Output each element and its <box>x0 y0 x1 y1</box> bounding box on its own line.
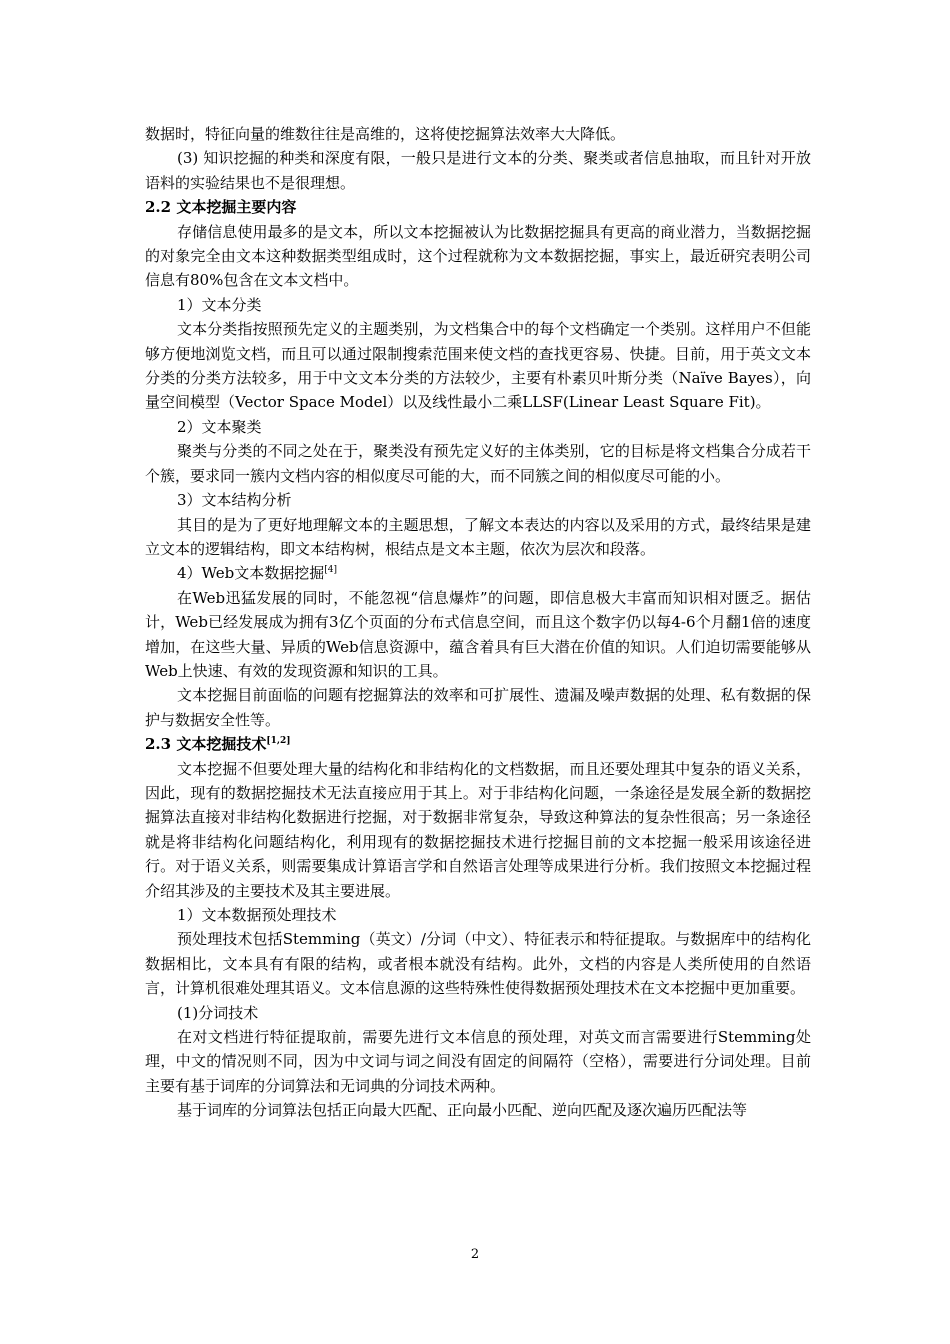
paragraph-text: 文本挖掘目前面临的问题有挖掘算法的效率和可扩展性、遗漏及噪声数据的处理、私有数据的保护与数据安全性等。 <box>145 686 811 729</box>
paragraph <box>145 293 811 317</box>
paragraph-text: 数据时，特征向量的维数往往是高维的，这将使挖掘算法效率大大降低。 <box>145 125 626 143</box>
section-heading <box>145 195 811 219</box>
paragraph <box>145 146 811 195</box>
paragraph-text: 预处理技术包括Stemming（英文）/分词（中文）、特征表示和特征提取。与数据库中的结构化数据相比，文本具有有限的结构，或者根本就没有结构。此外，文档的内容是人类所使用的自然语言，计算机很难处理其语义。文本信息源的这些特殊性使得数据预处理技术在文本挖掘中更加重要。 <box>145 930 811 998</box>
paragraph-text: 在Web迅猛发展的同时，不能忽视“信息爆炸”的问题，即信息极大丰富而知识相对匮乏。据估计，Web已经发展成为拥有3亿个页面的分布式信息空间，而且这个数字仍以每4-6个月翻1倍的速度增加，在这些大量、异质的Web信息资源中，蕴含着具有巨大潜在价值的知识。人们迫切需要能够从Web上快速、有效的发现资源和知识的工具。 <box>145 588 811 680</box>
paragraph <box>145 220 811 293</box>
paragraph-text: 2.3 文本挖掘技术 <box>145 735 267 754</box>
paragraph <box>145 903 811 927</box>
paragraph-text: (3) 知识挖掘的种类和深度有限，一般只是进行文本的分类、聚类或者信息抽取，而且针对开放语料的实验结果也不是很理想。 <box>145 149 811 192</box>
paragraph <box>145 513 811 562</box>
paragraph <box>145 488 811 512</box>
paragraph-text: 3）文本结构分析 <box>177 491 292 510</box>
paragraph-text: 2）文本聚类 <box>177 417 262 436</box>
paragraph-text: 2.2 文本挖掘主要内容 <box>145 198 297 217</box>
paragraph <box>145 757 811 903</box>
paragraph-text: 1）文本分类 <box>177 295 262 314</box>
paragraph-text: 基于词库的分词算法包括正向最大匹配、正向最小匹配、逆向匹配及逐次遍历匹配法等 <box>177 1101 748 1120</box>
paragraph-text: 1）文本数据预处理技术 <box>177 906 337 924</box>
paragraph-text: 文本挖掘不但要处理大量的结构化和非结构化的文档数据，而且还要处理其中复杂的语义关系，因此，现有的数据挖掘技术无法直接应用于其上。对于非结构化问题，一条途径是发展全新的数据挖掘算法直接对非结构化数据进行挖掘，对于数据非常复杂，导致这种算法的复杂性很高；另一条途径就是将非结构化问题结构化，利用现有的数据挖掘技术进行挖掘目前的文本挖掘一般采用该途径进行。对于语义关系，则需要集成计算语言学和自然语言处理等成果进行分析。我们按照文本挖掘过程介绍其涉及的主要技术及其主要进展。 <box>145 759 811 900</box>
paragraph <box>145 1025 811 1098</box>
paragraph <box>145 1001 811 1025</box>
paragraph-text: 存储信息使用最多的是文本，所以文本挖掘被认为比数据挖掘具有更高的商业潜力，当数据挖掘的对象完全由文本这种数据类型组成时，这个过程就称为文本数据挖掘，事实上，最近研究表明公司信息有80%包含在文本文档中。 <box>145 222 811 290</box>
paragraph-text: 在对文档进行特征提取前，需要先进行文本信息的预处理，对英文而言需要进行Stemming处理，中文的情况则不同，因为中文词与词之间没有固定的间隔符（空格），需要进行分词处理。目前主要有基于词库的分词算法和无词典的分词技术两种。 <box>145 1028 811 1095</box>
paragraph-text: 4）Web文本数据挖掘 <box>177 564 325 583</box>
paragraph-text: (1)分词技术 <box>177 1003 259 1022</box>
paragraph <box>145 122 811 146</box>
page-number: 2 <box>470 1247 480 1262</box>
paragraph-text: 聚类与分类的不同之处在于，聚类没有预先定义好的主体类别，它的目标是将文档集合分成若干个簇，要求同一簇内文档内容的相似度尽可能的大，而不同簇之间的相似度尽可能的小。 <box>145 442 811 485</box>
paragraph <box>145 561 811 585</box>
paragraph <box>145 927 811 1000</box>
citation-superscript: [1,2] <box>266 736 291 747</box>
section-heading <box>145 732 811 756</box>
paragraph <box>145 439 811 488</box>
body-text <box>145 122 811 1123</box>
paragraph <box>145 317 811 415</box>
paragraph-text: 文本分类指按照预先定义的主题类别，为文档集合中的每个文档确定一个类别。这样用户不但能够方便地浏览文档，而且可以通过限制搜索范围来使文档的查找更容易、快捷。目前，用于英文文本分类的分类方法较多，用于中文文本分类的方法较少，主要有朴素贝叶斯分类（Naïve Bayes），向量空间模型（Vector Space Model）以及线性最小二乘LLSF(Linear Least Square Fit)。 <box>145 320 811 412</box>
paragraph <box>145 415 811 439</box>
paragraph <box>145 1098 811 1122</box>
paragraph <box>145 683 811 732</box>
citation-superscript: [4] <box>324 565 337 576</box>
paragraph <box>145 586 811 684</box>
paragraph-text: 其目的是为了更好地理解文本的主题思想，了解文本表达的内容以及采用的方式，最终结果是建立文本的逻辑结构，即文本结构树，根结点是文本主题，依次为层次和段落。 <box>145 515 811 558</box>
